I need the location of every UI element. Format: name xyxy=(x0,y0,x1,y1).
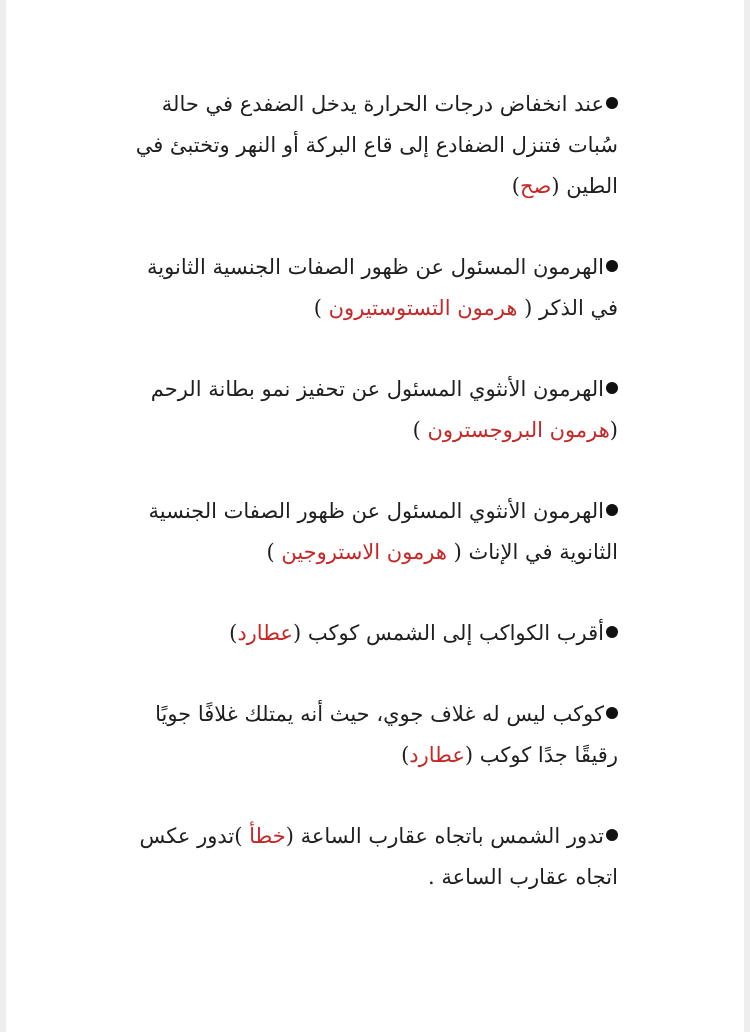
item-text: أقرب الكواكب إلى الشمس كوكب xyxy=(307,621,604,645)
open-paren: ( xyxy=(292,621,308,645)
bullet-icon xyxy=(606,707,618,719)
list-item xyxy=(128,613,618,654)
bullet-icon xyxy=(606,626,618,638)
close-paren: ) xyxy=(266,540,282,564)
item-text: الهرمون الأنثوي المسئول عن ظهور الصفات الجنسية الثانوية في الإناث xyxy=(148,499,618,564)
open-paren: ( xyxy=(446,540,469,564)
open-paren: ( xyxy=(609,418,618,442)
bullet-icon xyxy=(606,260,618,272)
open-paren: ( xyxy=(517,296,539,320)
bullet-icon xyxy=(606,382,618,394)
close-paren: ) xyxy=(511,174,520,198)
bullet-icon xyxy=(606,504,618,516)
item-text: تدور الشمس باتجاه عقارب الساعة xyxy=(300,824,604,848)
item-text: كوكب ليس له غلاف جوي، حيث أنه يمتلك غلافًا جويًا رقيقًا جدًا كوكب xyxy=(155,702,618,767)
close-paren: ) xyxy=(234,824,250,848)
answer-text: عطارد xyxy=(409,743,465,767)
page-edge-left xyxy=(0,0,6,1032)
close-paren: ) xyxy=(229,621,238,645)
item-text: الهرمون المسئول عن ظهور الصفات الجنسية الثانوية في الذكر xyxy=(147,255,618,320)
item-text: الهرمون الأنثوي المسئول عن تحفيز نمو بطانة الرحم xyxy=(150,377,604,401)
list-item xyxy=(128,816,618,898)
open-paren: ( xyxy=(285,824,301,848)
page-edge-right xyxy=(744,0,750,1032)
answer-text: هرمون الاستروجين xyxy=(281,540,447,564)
answer-text: صح xyxy=(519,174,552,198)
list-item xyxy=(128,247,618,329)
open-paren: ( xyxy=(551,174,567,198)
answer-text: عطارد xyxy=(237,621,293,645)
close-paren: ) xyxy=(412,418,428,442)
close-paren: ) xyxy=(401,743,410,767)
item-tail-text: تدور عكس اتجاه عقارب الساعة . xyxy=(139,824,618,889)
item-text: عند انخفاض درجات الحرارة يدخل الضفدع في حالة سُبات فتنزل الضفادع إلى قاع البركة أو النهر وتختبئ في الطين xyxy=(135,92,618,198)
list-item xyxy=(128,491,618,573)
list-item xyxy=(128,84,618,207)
bullet-icon xyxy=(606,97,618,109)
list-item xyxy=(128,694,618,776)
bullet-icon xyxy=(606,829,618,841)
answer-text: هرمون البروجسترون xyxy=(427,418,610,442)
list-item xyxy=(128,369,618,451)
answer-text: هرمون التستوستيرون xyxy=(328,296,518,320)
open-paren: ( xyxy=(464,743,480,767)
answer-text: خطأ xyxy=(249,824,286,848)
question-list xyxy=(128,84,618,898)
close-paren: ) xyxy=(313,296,329,320)
